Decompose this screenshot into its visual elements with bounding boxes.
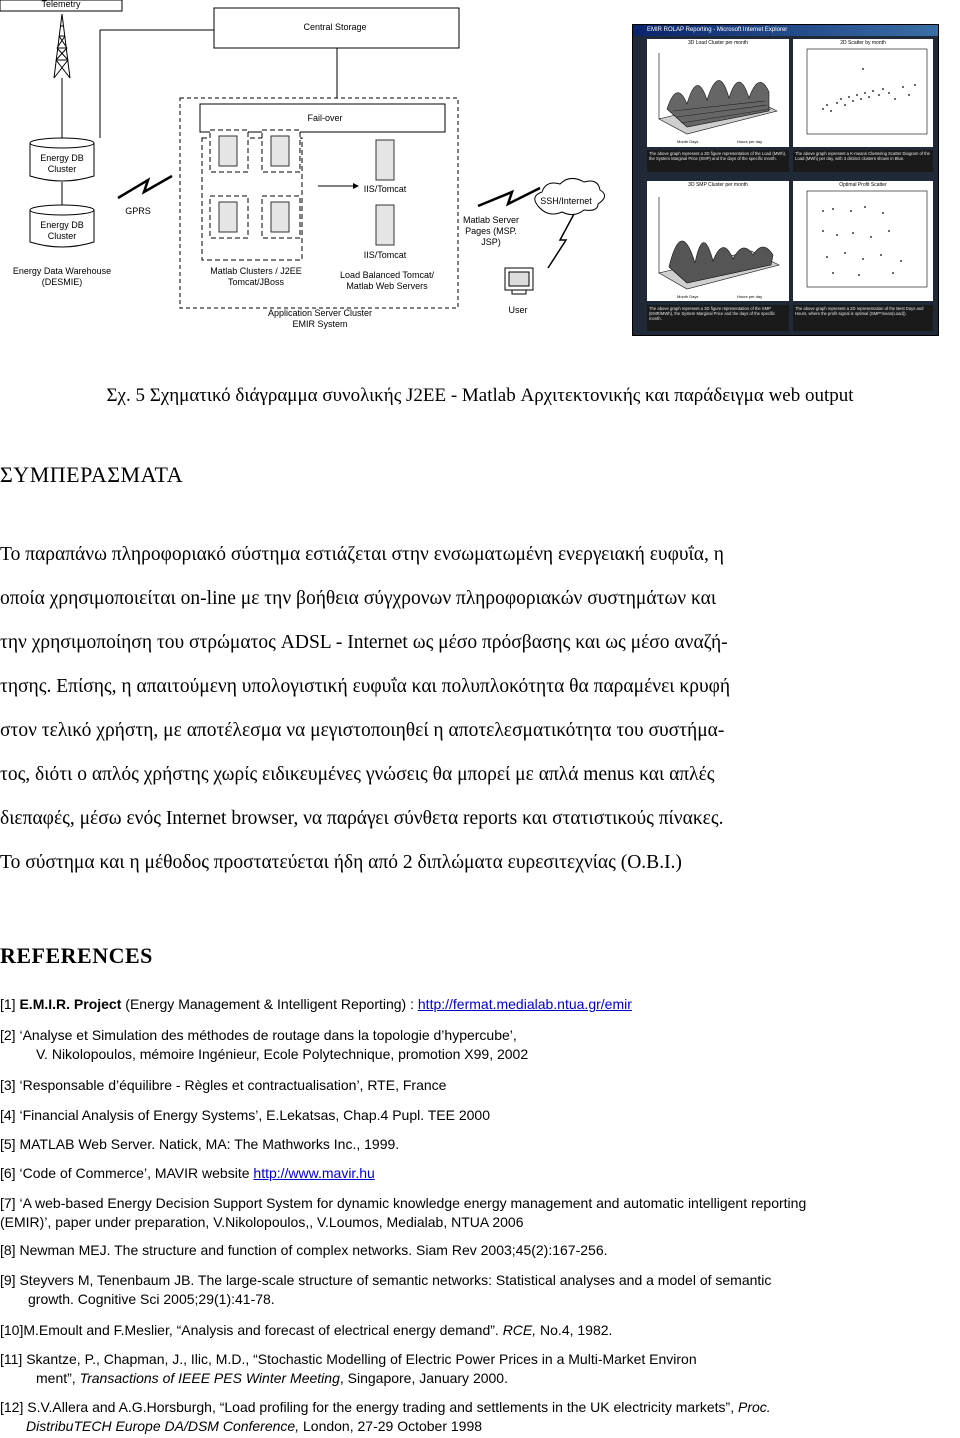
- ref-text: Transactions of IEEE PES Winter Meeting: [79, 1370, 340, 1386]
- reference-2: [0, 1026, 960, 1064]
- paragraph-line: τος, διότι ο απλός χρήστης χωρίς ειδικευμένες γνώσεις θα μπορεί με απλά menus και απλές: [0, 764, 715, 785]
- reference-8: [0, 1241, 960, 1260]
- ref-text: Newman MEJ. The structure and function of complex networks. Siam Rev 2003;45(2):167-256.: [19, 1242, 608, 1258]
- ref-text: ‘Analyse et Simulation des méthodes de routage dans la topologie d’hypercube’,: [19, 1027, 517, 1043]
- ref-text: (EMIR)’, paper under preparation, V.Nikolopoulos,, V.Loumos, Medialab, NTUA 2006: [0, 1214, 524, 1230]
- axis-smp-month-days: Month Days: [677, 294, 699, 299]
- ref-text: Proc.: [737, 1399, 771, 1415]
- ref-number: [3]: [0, 1077, 16, 1093]
- plot-scatter-load-caption: The above graph represent a K-means Clustering Scatter Diagram of the Load (MWh) per day, with 3 distinct clusters shown in Blue.: [793, 150, 933, 172]
- user-label: User: [508, 305, 528, 315]
- paragraph-line: διεπαφές, μέσω ενός Internet browser, να παράγει σύνθετα reports και στατιστικούς πίνακες.: [0, 808, 724, 829]
- architecture-diagram: [0, 0, 630, 345]
- ref-number: [10]: [0, 1322, 24, 1338]
- reference-12: [0, 1398, 960, 1436]
- user-monitor-icon: [505, 268, 533, 294]
- caption-prefix: Σχ.: [106, 385, 131, 406]
- energy-data-warehouse-label: Energy Data Warehouse (DESMIE): [12, 266, 112, 287]
- paragraph-line: Το σύστημα και η μέθοδος προστατεύεται ήδη από 2 διπλώματα ευρεσιτεχνίας (Ο.Β.Ι.): [0, 852, 682, 873]
- energy-db-label-1: Energy DB Cluster: [40, 153, 84, 174]
- reference-6: [0, 1164, 960, 1183]
- reference-11: [0, 1350, 960, 1388]
- ref-text: V. Nikolopoulos, mémoire Ingénieur, Ecole Polytechnique, promotion X99, 2002: [36, 1046, 529, 1062]
- ref-text: DistribuTECH Europe DA/DSM Conference,: [26, 1418, 300, 1434]
- matlab-server-pages-label: Matlab Server Pages (MSP. JSP): [462, 215, 520, 247]
- caption-text: Σχηματικό διάγραμμα συνολικής J2EE - Matlab Αρχιτεκτονικής και παράδειγμα web output: [149, 385, 854, 406]
- scatter-plot-profit: [793, 181, 933, 301]
- ref-link[interactable]: http://fermat.medialab.ntua.gr/emir: [417, 996, 632, 1012]
- ref-number: [5]: [0, 1136, 16, 1152]
- plot-3d-smp-caption: The above graph represent a 3D figure representation of the SMP (EMR/MWh), the System Marginal Price and the days of the specific month.: [647, 305, 789, 331]
- paragraph-line: στον τελικό χρήστη, με αποτέλεσμα να μεγιστοποιηθεί η αποτελεσματικότητα του συστήμα-: [0, 720, 725, 741]
- ref-text: Skantze, P., Chapman, J., Ilic, M.D., “Stochastic Modelling of Electric Power Prices in a Multi-Market Environ: [26, 1351, 697, 1367]
- ref-text: ment”,: [36, 1370, 80, 1386]
- ref-number: [4]: [0, 1107, 16, 1123]
- web-output-screenshot: [632, 24, 939, 336]
- ref-number: [2]: [0, 1027, 16, 1043]
- fail-over-label: Fail-over: [307, 113, 343, 123]
- load-balanced-label: Load Balanced Tomcat/ Matlab Web Servers: [340, 270, 434, 291]
- conclusions-paragraph: [0, 533, 940, 885]
- reference-10: [0, 1321, 960, 1340]
- reference-3: [0, 1076, 960, 1095]
- emir-system-label: EMIR System: [292, 319, 348, 329]
- ref-text: ‘Responsable d’équilibre - Règles et contractualisation’, RTE, France: [19, 1077, 447, 1093]
- plot-optimal-profit-title: Optimal Profit Scatter: [839, 182, 887, 188]
- iis-tomcat-label-1: IIS/Tomcat: [363, 184, 407, 194]
- ref-link[interactable]: http://www.mavir.hu: [253, 1165, 375, 1181]
- scatter-plot-load: [793, 39, 933, 147]
- msp-link-icon: [478, 188, 540, 206]
- ref-number: [1]: [0, 996, 16, 1012]
- axis-smp-hours: Hours per day: [737, 294, 763, 299]
- plot-scatter-load: [793, 39, 933, 147]
- iis-tomcat-label-2: IIS/Tomcat: [363, 250, 407, 260]
- ref-text: growth. Cognitive Sci 2005;29(1):41-78.: [28, 1291, 275, 1307]
- plot-3d-load: [647, 39, 789, 147]
- ref-number: [9]: [0, 1272, 16, 1288]
- plot-optimal-profit: [793, 181, 933, 301]
- reference-4: [0, 1106, 960, 1125]
- axis-hours-per-day: Hours per day: [737, 139, 763, 144]
- reference-7: [0, 1194, 960, 1232]
- references-heading: REFERENCES: [0, 943, 153, 968]
- ref-text: ‘Code of Commerce’, MAVIR website: [19, 1165, 254, 1181]
- plot-3d-load-title: 3D Load Cluster per month: [687, 40, 749, 46]
- ref-text: No.4, 1982.: [536, 1322, 613, 1338]
- gprs-link-icon: [118, 176, 172, 198]
- matlab-clusters-label: Matlab Clusters / J2EE Tomcat/JBoss: [210, 266, 302, 287]
- ref-text: ‘Financial Analysis of Energy Systems’, E.Lekatsas, Chap.4 Pupl. TEE 2000: [19, 1107, 491, 1123]
- ref-number: [6]: [0, 1165, 16, 1181]
- surface-plot-smp: [647, 181, 789, 301]
- ref-text: M.Emoult and F.Meslier, “Analysis and forecast of electrical energy demand”.: [23, 1322, 503, 1338]
- ref-number: [11]: [0, 1351, 23, 1367]
- figure-caption: [0, 384, 960, 408]
- gprs-label: GPRS: [125, 206, 151, 216]
- architecture-figure: [0, 0, 960, 345]
- ref-text: London, 27-29 October 1998: [299, 1418, 483, 1434]
- reference-1: [0, 995, 960, 1014]
- ref-text: (Energy Management & Intelligent Reporting) :: [121, 996, 418, 1012]
- energy-db-label-2: Energy DB Cluster: [40, 220, 84, 241]
- browser-title-bar: EMIR ROLAP Reporting - Microsoft Internet Explorer: [633, 25, 938, 36]
- plot-optimal-profit-caption: The above graph represent a 2D representation of the Best Days and Hours, where the profit signal is optimal (SMP*mean(Load)).: [793, 305, 933, 331]
- plot-scatter-load-title: 2D Scatter by month: [840, 40, 886, 46]
- plot-3d-smp-title: 3D SMP Cluster per month: [688, 182, 748, 188]
- central-storage-label: Central Storage: [303, 22, 367, 32]
- ref-number: [12]: [0, 1399, 24, 1415]
- ref-number: [7]: [0, 1195, 16, 1211]
- ref-text: , Singapore, January 2000.: [339, 1370, 508, 1386]
- ref-text: ‘A web-based Energy Decision Support System for dynamic knowledge energy management and automatic intelligent reporting: [19, 1195, 807, 1211]
- telemetry-label: Telemetry: [41, 0, 81, 9]
- reference-5: [0, 1135, 960, 1154]
- surface-plot-load: [647, 39, 789, 147]
- plot-3d-smp: [647, 181, 789, 301]
- axis-month-days: Month Days: [677, 139, 699, 144]
- ref-number: [8]: [0, 1242, 16, 1258]
- reference-9: [0, 1271, 960, 1309]
- ref-text: RCE,: [502, 1322, 537, 1338]
- ssh-internet-label: SSH/Internet: [540, 196, 592, 206]
- paragraph-line: τησης. Επίσης, η απαιτούμενη υπολογιστική ευφυΐα και πολυπλοκότητα θα παραμένει κρυφή: [0, 676, 731, 697]
- paragraph-line: Το παραπάνω πληροφοριακό σύστημα εστιάζεται στην ενσωματωμένη ενεργειακή ευφυΐα, η: [0, 544, 724, 565]
- caption-number: 5: [135, 385, 145, 406]
- ref-text: E.M.I.R.: [19, 996, 71, 1012]
- antenna-icon: [54, 14, 70, 138]
- paragraph-line: την χρησιμοποίηση του στρώματος ADSL - Internet ως μέσο πρόσβασης και ως μέσο αναζή-: [0, 632, 728, 653]
- app-server-cluster-label: Application Server Cluster: [267, 308, 373, 318]
- ref-text: Project: [70, 996, 122, 1012]
- plot-3d-load-caption: The above graph represent a 3D figure representation of the Load (MWh), the System Marginal Price (SMP) and the days of the specific month.: [647, 150, 789, 172]
- server-icon: [219, 136, 289, 232]
- ref-text: S.V.Allera and A.G.Horsburgh, “Load profiling for the energy trading and settlements in the UK electricity markets”,: [27, 1399, 738, 1415]
- conclusions-heading: ΣΥΜΠΕΡΑΣΜΑΤΑ: [0, 462, 184, 487]
- ref-text: MATLAB Web Server. Natick, MA: The Mathworks Inc., 1999.: [19, 1136, 400, 1152]
- paragraph-line: οποία χρησιμοποιείται on-line με την βοήθεια σύγχρονων πληροφοριακών συστημάτων και: [0, 588, 717, 609]
- ref-text: Steyvers M, Tenenbaum JB. The large-scale structure of semantic networks: Statistical analyses and a model of semantic: [19, 1272, 772, 1288]
